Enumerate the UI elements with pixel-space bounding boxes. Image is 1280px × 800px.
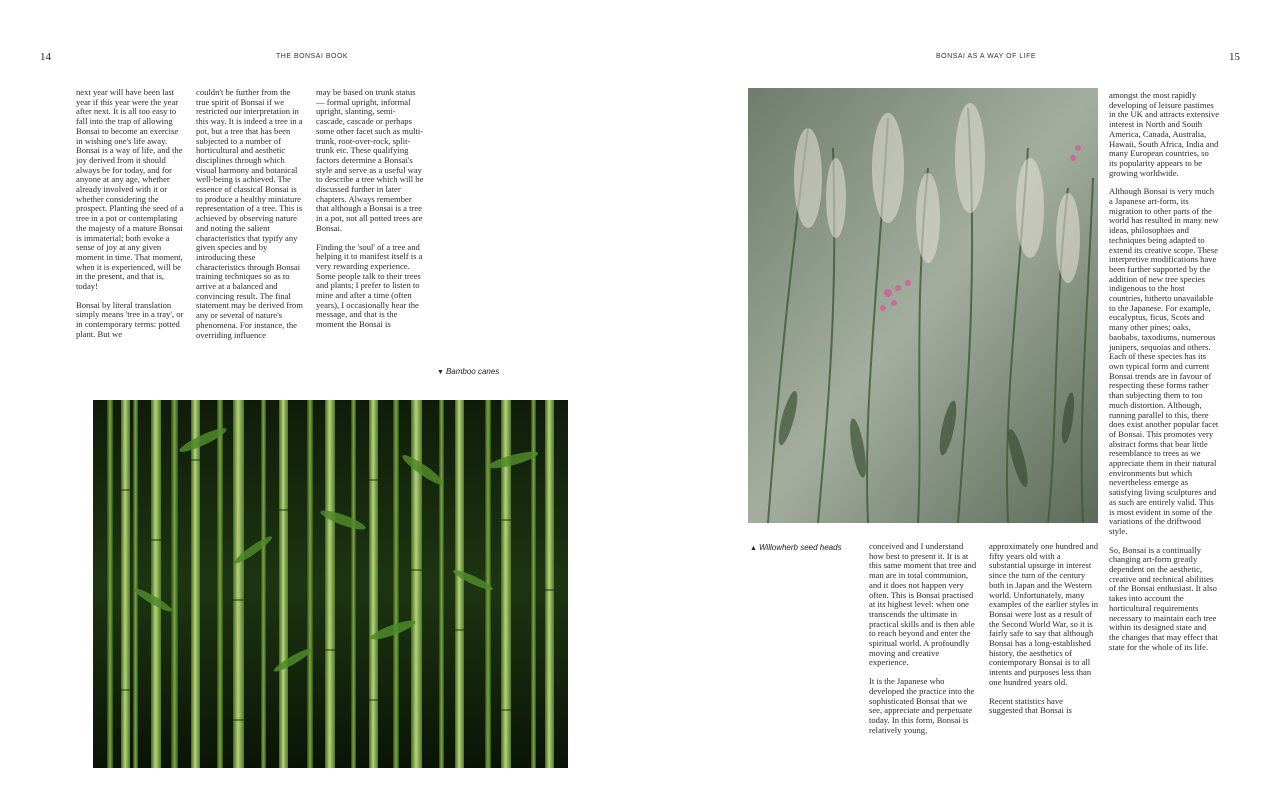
paragraph: Although Bonsai is very much a Japanese art-form, its migration to other parts of the world has resulted in many new ideas, philosophies and techniques being adapted to extend its creative scope. These interpretive modifications have been further supported by the addition of new tree species indigenous to the host countries, hitherto unavailable to the Japanese. For example, eucalyptus, ficus, Scots and many other pines; oaks, baobabs, taxodiums, numerous junipers, sequoias and others. Each of these species has its own typical form and current Bonsai trends are in favour of respecting these forms rather than subjecting them to too much distortion. Although, running parallel to this, there does exist another popular facet of Bonsai. This promotes very abstract forms that bear little resemblance to trees as we appreciate them in their natural environments but which nevertheless emerge as satisfying living sculptures and as such are entirely valid. This is most evident in some of the variations of the driftwood style.: [1109, 186, 1219, 536]
caption-text: Bamboo canes: [445, 367, 500, 376]
running-head-left: THE BONSAI BOOK: [276, 53, 349, 60]
caption-marker-up: ▲: [750, 545, 757, 552]
text-column-right-1: [869, 542, 979, 744]
text-column-right-2: [989, 542, 1099, 725]
paragraph: may be based on trunk status — formal upright, informal upright, slanting, semi-cascade, cascade or perhaps some other facet such as multi-trunk, root-over-rock, split-trunk etc. These qualifying factors determine a Bonsai's style and serve as a useful way to describe a tree which will be discussed further in later chapters. Always remember that although a Bonsai is a tree in a pot, not all potted trees are Bonsai.: [316, 87, 424, 233]
paragraph: amongst the most rapidly developing of leisure pastimes in the UK and attracts extensive interest in North and South America, Canada, Australia, Hawaii, South Africa, India and many European countries, so its popularity appears to be growing worldwide.: [1109, 90, 1220, 178]
paragraph: It is the Japanese who developed the practice into the sophisticated Bonsai that we see, appreciate and perpetuate today. In this form, Bonsai is relatively young,: [869, 676, 975, 735]
text-column-left-3: [316, 88, 424, 339]
running-head-right: BONSAI AS A WAY OF LIFE: [936, 53, 1037, 60]
page-number-right: 15: [1229, 51, 1240, 63]
paragraph: conceived and I understand how best to present it. It is at this same moment that tree and man are in total communion, and it does not happen very often. This is Bonsai practised at its highest level: when one transcends the ultimate in practical skills and is then able to reach beyond and enter the spiritual world. A profoundly moving and creative experience.: [869, 541, 977, 668]
page-number-left: 14: [40, 51, 51, 63]
text-column-left-1: [76, 88, 184, 349]
text-column-right-3: [1109, 91, 1219, 661]
paragraph: approximately one hundred and fifty years old with a substantial upsurge in interest since the turn of the century both in Japan and the Western world. Unfortunately, many examples of the earlier styles in Bonsai were lost as a result of the Second World War, so it is fairly safe to say that although Bonsai has a long-established history, the aesthetics of contemporary Bonsai is to all intents and purposes less than one hundred years old.: [989, 541, 1099, 687]
paragraph: So, Bonsai is a continually changing art-form greatly dependent on the aesthetic, creative and technical abilities of the Bonsai enthusiast. It also takes into account the horticultural requirements necessary to maintain each tree within its designed state and the changes that may effect that state for the whole of its life.: [1109, 544, 1218, 652]
caption-marker-down: ▼: [437, 369, 444, 376]
caption-bamboo: [437, 367, 499, 376]
paragraph: next year will have been last year if this year were the year after next. It is all too easy to fall into the trap of allowing Bonsai to become an exercise in wishing one's life away. Bonsai is a way of life, and the joy derived from it should always be for today, and for anyone at any age, whether already involved with it or whether considering the prospect. Planting the seed of a tree in a pot or contemplating the majesty of a mature Bonsai is immaterial; both evoke a sense of joy at any given moment in time. That moment, when it is experienced, will be in the present, and that is, today!: [76, 87, 184, 292]
text-column-left-2: [196, 88, 304, 349]
caption-willowherb: [750, 543, 842, 552]
bamboo-photo: [93, 400, 568, 768]
paragraph: Finding the 'soul' of a tree and helping it to manifest itself is a very rewarding experience. Some people talk to their trees and plants; I prefer to listen to mine and after a time (often years), I occasionally hear the message, and that is the moment the Bonsai is: [316, 241, 423, 330]
willowherb-photo: [748, 88, 1098, 523]
paragraph: Recent statistics have suggested that Bonsai is: [989, 695, 1072, 716]
willowherb-image: [748, 88, 1098, 523]
bamboo-image: [93, 400, 568, 768]
paragraph: couldn't be further from the true spirit of Bonsai if we restricted our interpretation in this way. It is indeed a tree in a pot, but a tree that has been subjected to a number of horticultural and aesthetic disciplines through which visual harmony and botanical well-being is achieved. The essence of classical Bonsai is to produce a healthy miniature representation of a tree. This is achieved by observing nature and noting the salient characteristics that typify any given species and by introducing these characteristics through Bonsai training techniques so as to arrive at a balanced and convincing result. The final statement may be derived from any or several of nature's phenomena. For instance, the overriding influence: [196, 87, 303, 340]
caption-text: Willowherb seed heads: [758, 543, 842, 552]
paragraph: Bonsai by literal translation simply means 'tree in a tray', or in contemporary terms: potted plant. But we: [76, 299, 184, 339]
